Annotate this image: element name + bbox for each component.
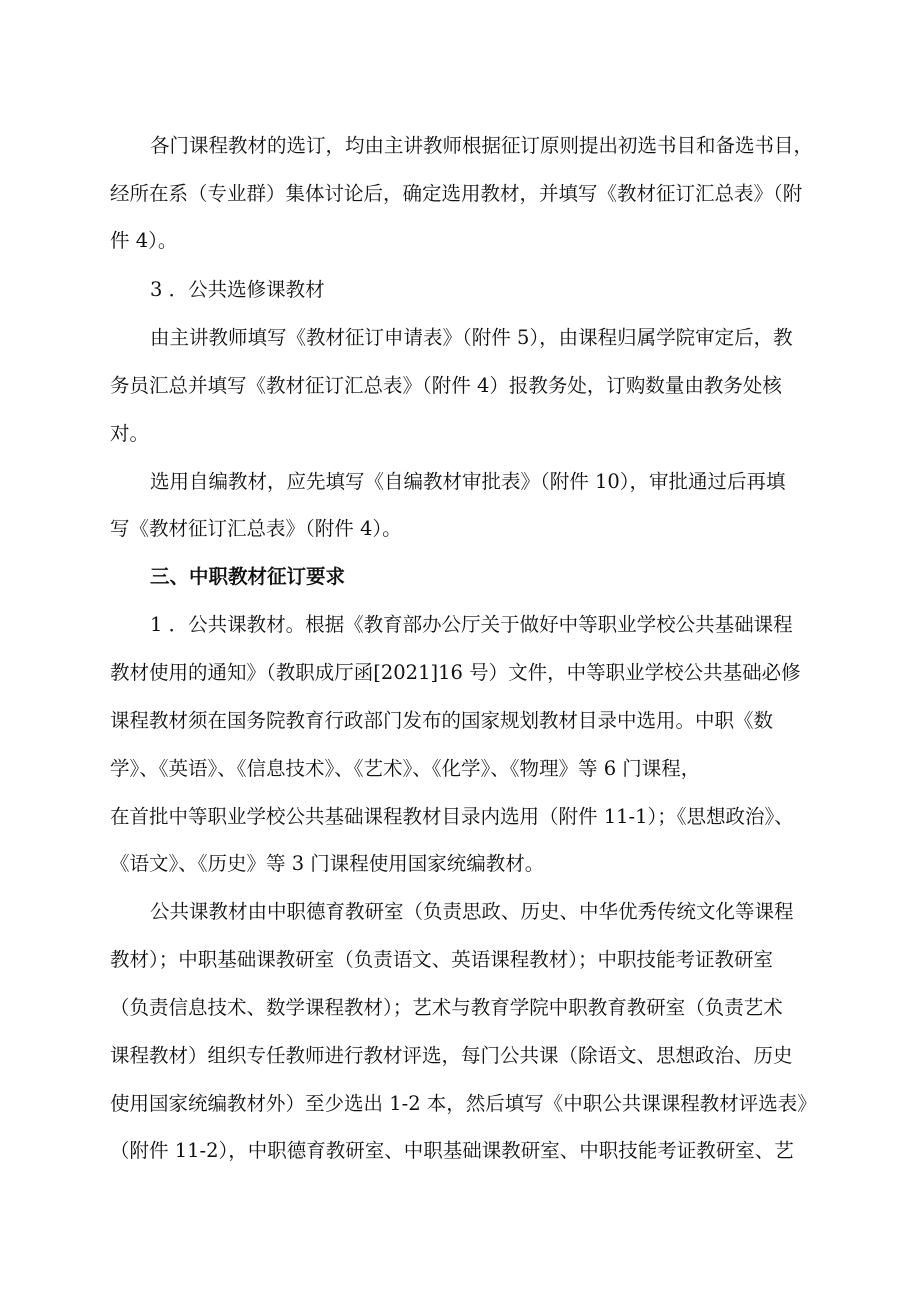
paragraph-line: 公共课教材由中职德育教研室（负责思政、历史、中华优秀传统文化等课程 <box>150 900 794 923</box>
section-heading: 三、中职教材征订要求 <box>150 565 346 588</box>
section-subheading: 3 ．公共选修课教材 <box>150 278 325 301</box>
paragraph-line: 件 4）。 <box>110 229 178 252</box>
paragraph-line: 教材使用的通知》（教职成厅函[2021]16 号）文件，中等职业学校公共基础必修 <box>110 661 801 684</box>
paragraph-line: 使用国家统编教材外）至少选出 1-2 本，然后填写《中职公共课课程教材评选表》 <box>110 1092 817 1115</box>
paragraph-line: 教材）；中职基础课教研室（负责语文、英语课程教材）；中职技能考证教研室 <box>110 948 774 971</box>
paragraph-line: 选用自编教材，应先填写《自编教材审批表》（附件 10），审批通过后再填 <box>150 470 786 493</box>
paragraph-line: 各门课程教材的选订，均由主讲教师根据征订原则提出初选书目和备选书目， <box>150 134 814 157</box>
paragraph-line: 由主讲教师填写《教材征订申请表》（附件 5），由课程归属学院审定后，教 <box>150 326 793 349</box>
paragraph-line: 在首批中等职业学校公共基础课程教材目录内选用（附件 11-1）；《思想政治》、 <box>110 805 794 828</box>
paragraph-line: 课程教材须在国务院教育行政部门发布的国家规划教材目录中选用。中职《数 <box>110 709 774 732</box>
paragraph-line: 课程教材）组织专任教师进行教材评选，每门公共课（除语文、思想政治、历史 <box>110 1044 793 1067</box>
paragraph-line: 对。 <box>110 422 150 445</box>
paragraph-line: 务员汇总并填写《教材征订汇总表》（附件 4）报教务处，订购数量由教务处核 <box>110 374 782 397</box>
paragraph-line: 1 ．公共课教材。根据《教育部办公厅关于做好中等职业学校公共基础课程 <box>150 613 793 636</box>
paragraph-line: 《语文》、《历史》等 3 门课程使用国家统编教材。 <box>110 852 545 875</box>
paragraph-line: 写《教材征订汇总表》（附件 4）。 <box>110 517 402 540</box>
paragraph-line: 经所在系（专业群）集体讨论后，确定选用教材，并填写《教材征订汇总表》（附 <box>110 182 803 205</box>
paragraph-line: 学》、《英语》、《信息技术》、《艺术》、《化学》、《物理》等 6 门课程， <box>110 757 701 780</box>
paragraph-line: （负责信息技术、数学课程教材）；艺术与教育学院中职教育教研室（负责艺术 <box>110 996 783 1019</box>
paragraph-line: （附件 11-2），中职德育教研室、中职基础课教研室、中职技能考证教研室、艺 <box>110 1139 794 1162</box>
